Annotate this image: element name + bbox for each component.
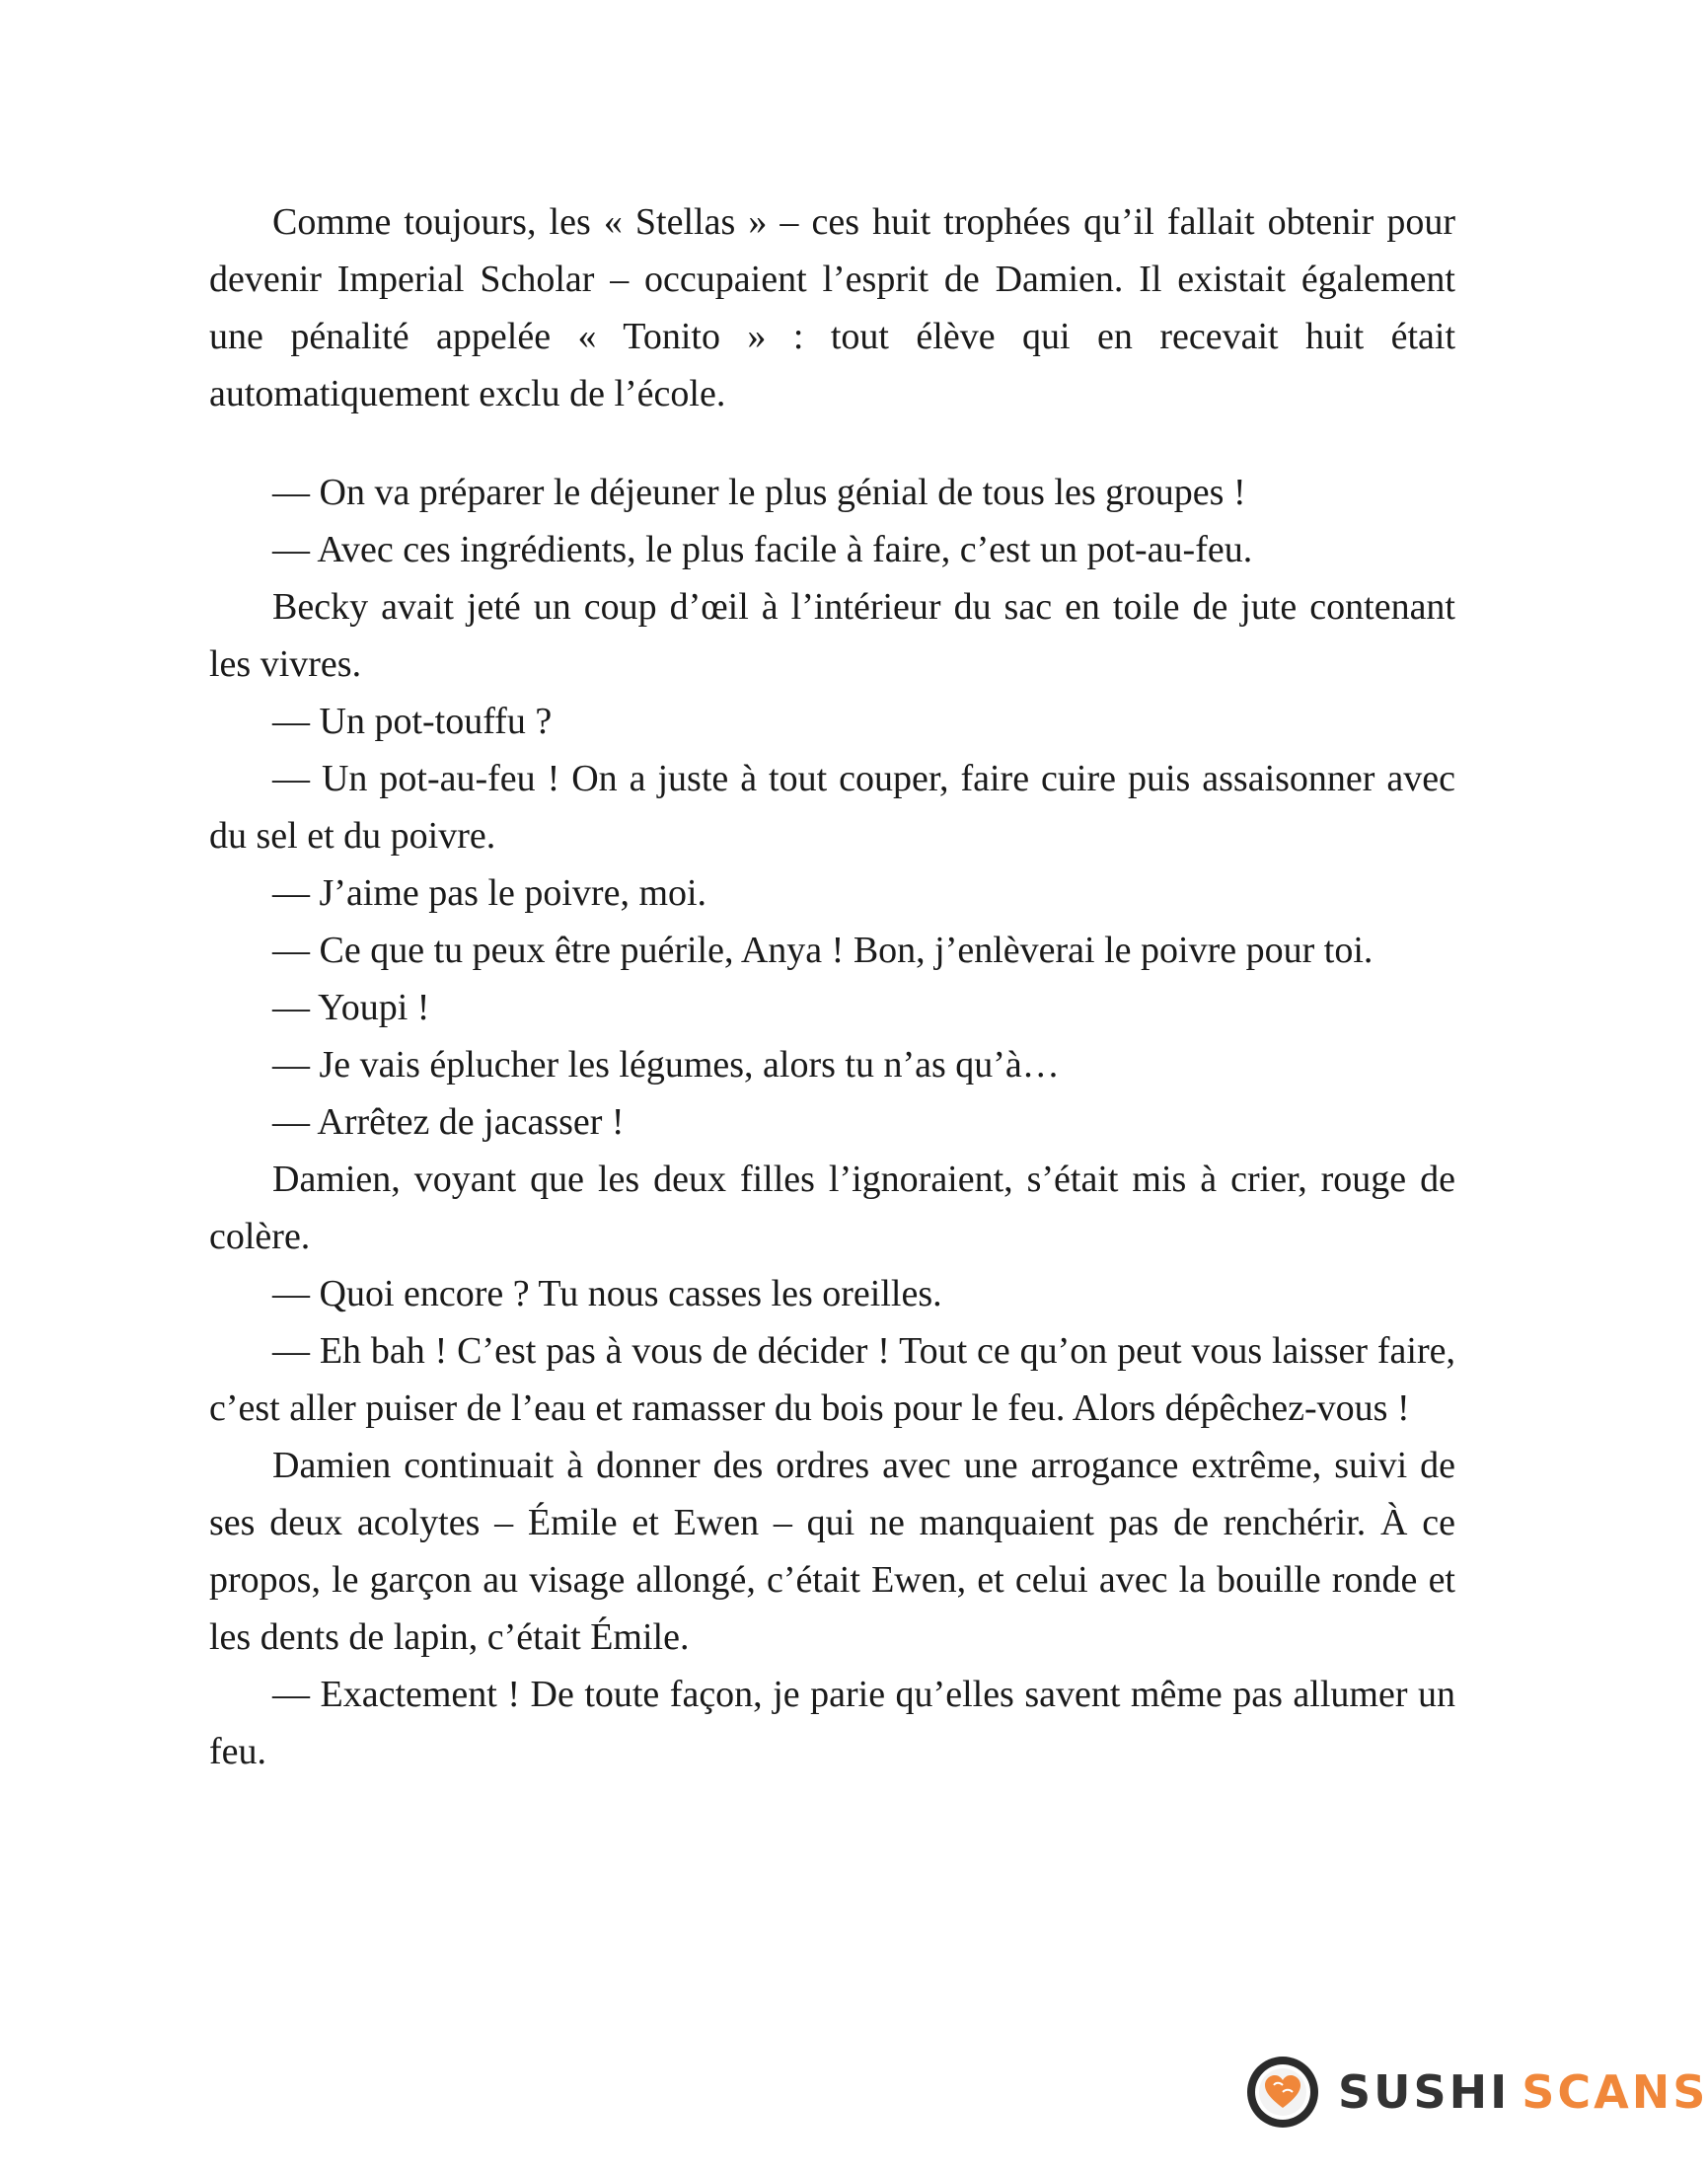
paragraph: — On va préparer le déjeuner le plus génial de tous les groupes ! [272,472,1246,513]
paragraph: — Ce que tu peux être puérile, Anya ! Bon, j’enlèverai le poivre pour toi. [272,930,1374,971]
paragraph: Damien, voyant que les deux filles l’ignoraient, s’était mis à crier, rouge de colère. [209,1159,1455,1257]
paragraph: Becky avait jeté un coup d’œil à l’intérieur du sac en toile de jute contenant les vivres. [209,586,1455,685]
paragraph: — Exactement ! De toute façon, je parie qu’elles savent même pas allumer un feu. [209,1674,1455,1772]
paragraph: — Arrêtez de jacasser ! [272,1101,625,1143]
intro-section [209,193,1455,422]
paragraph: — Avec ces ingrédients, le plus facile à faire, c’est un pot-au-feu. [272,529,1253,570]
logo-word-scans: SCANS [1522,2065,1708,2119]
paragraph: Damien continuait à donner des ordres avec une arrogance extrême, suivi de ses deux acolytes – Émile et Ewen – qui ne manquaient pas de renchérir. À ce propos, le garçon au visage allongé, c’était Ewen, et celui avec la bouille ronde et les dents de lapin, c’était Émile. [209,1445,1455,1658]
paragraph: — Un pot-au-feu ! On a juste à tout couper, faire cuire puis assaisonner avec du sel et du poivre. [209,758,1455,857]
sushi-scans-logo [1243,2033,1708,2151]
paragraph: — J’aime pas le poivre, moi. [272,872,707,914]
paragraph: Comme toujours, les « Stellas » – ces huit trophées qu’il fallait obtenir pour devenir Imperial Scholar – occupaient l’esprit de Damien. Il existait également une pénalité appelée « Tonito » : tout élève qui en recevait huit était automatiquement exclu de l’école. [209,201,1455,414]
dialogue-section [209,464,1455,1780]
paragraph: — Quoi encore ? Tu nous casses les oreilles. [272,1273,942,1314]
logo-text [1338,2065,1708,2119]
paragraph: — Youpi ! [272,987,430,1028]
sushi-heart-icon [1243,2053,1322,2132]
paragraph: — Je vais éplucher les légumes, alors tu n’as qu’à… [272,1044,1060,1086]
logo-word-sushi: SUSHI [1338,2065,1511,2119]
paragraph: — Eh bah ! C’est pas à vous de décider ! Tout ce qu’on peut vous laisser faire, c’est aller puiser de l’eau et ramasser du bois pour le feu. Alors dépêchez-vous ! [209,1330,1455,1429]
paragraph: — Un pot-touffu ? [272,701,553,742]
